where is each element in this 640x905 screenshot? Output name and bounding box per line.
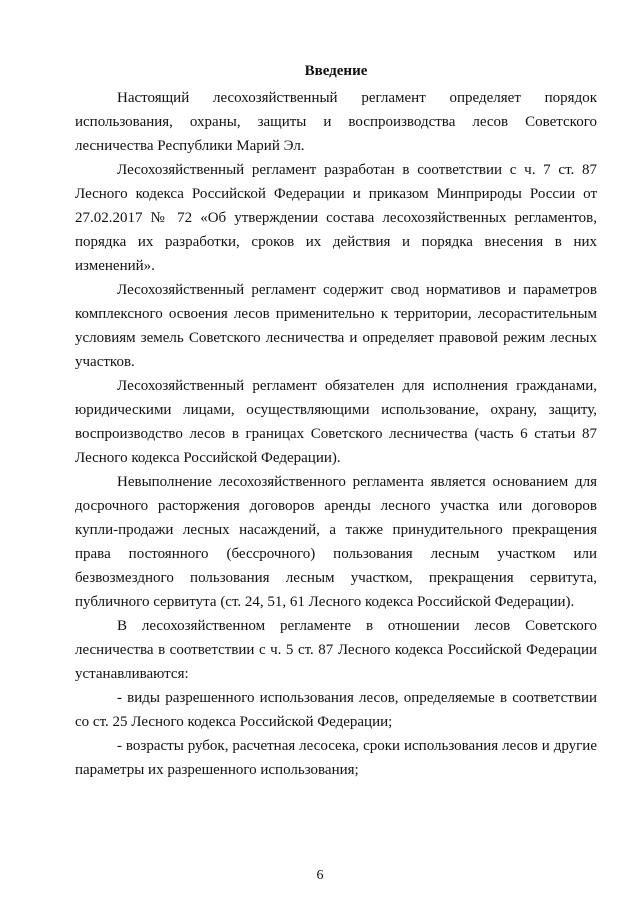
paragraph-legal-basis: Лесохозяйственный регламент разработан в соответствии с ч. 7 ст. 87 Лесного кодекса Российской Федерации и приказом Минприроды России от 27.02.2017 № 72 «Об утверждении состава лесохозяйственных регламентов, порядка их разработки, сроков их действия и порядка внесения в них изменений». bbox=[75, 162, 597, 274]
list-item-felling-ages: - возрасты рубок, расчетная лесосека, сроки использования лесов и другие параметры их разрешенного использования; bbox=[75, 738, 597, 778]
list-item-usage-types: - виды разрешенного использования лесов, определяемые в соответствии со ст. 25 Лесного кодекса Российской Федерации; bbox=[75, 690, 597, 730]
section-title: Введение bbox=[304, 63, 368, 79]
paragraph-contents: Лесохозяйственный регламент содержит свод нормативов и параметров комплексного освоения лесов применительно к территории, лесорастительным условиям земель Советского лесничества и определяет правовой режим лесных участков. bbox=[75, 282, 597, 370]
page-number: 6 bbox=[316, 868, 324, 883]
paragraph-intro: Настоящий лесохозяйственный регламент определяет порядок использования, охраны, защиты и воспроизводства лесов Советского лесничества Республики Марий Эл. bbox=[75, 90, 597, 154]
document-page bbox=[75, 62, 597, 782]
paragraph-established: В лесохозяйственном регламенте в отношении лесов Советского лесничества в соответствии с ч. 5 ст. 87 Лесного кодекса Российской Федерации устанавливаются: bbox=[75, 618, 597, 682]
paragraph-obligation: Лесохозяйственный регламент обязателен для исполнения гражданами, юридическими лицами, осуществляющими использование, охрану, защиту, воспроизводство лесов в границах Советского лесничества (часть 6 статьи 87 Лесного кодекса Российской Федерации). bbox=[75, 378, 597, 466]
paragraph-violation: Невыполнение лесохозяйственного регламента является основанием для досрочного расторжения договоров аренды лесного участка или договоров купли-продажи лесных насаждений, а также принудительного прекращения права постоянного (бессрочного) пользования лесным участком или безвозмездного пользования лесным участком, прекращения сервитута, публичного сервитута (ст. 24, 51, 61 Лесного кодекса Российской Федерации). bbox=[75, 474, 597, 610]
